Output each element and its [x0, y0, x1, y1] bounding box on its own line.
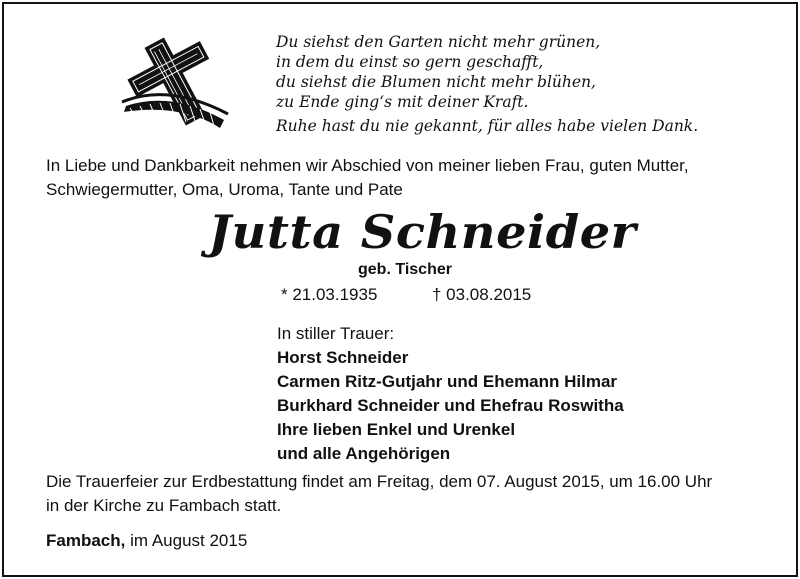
mourners-heading: In stiller Trauer: [277, 324, 395, 343]
mourner-name: Burkhard Schneider und Ehefrau Roswitha [277, 396, 624, 415]
cross-with-palm-icon [116, 32, 234, 134]
poem-line: Du siehst den Garten nicht mehr grünen, [276, 33, 601, 51]
intro-line: Schwiegermutter, Oma, Uroma, Tante und Pate [46, 180, 403, 199]
death-date: † 03.08.2015 [432, 285, 532, 304]
signature-place: Fambach, [46, 531, 126, 550]
poem-line: zu Ende ging‘s mit deiner Kraft. [276, 93, 529, 111]
mourner-name: Horst Schneider [277, 348, 409, 367]
poem-closing: Ruhe hast du nie gekannt, für alles habe vielen Dank. [276, 117, 699, 135]
mourner-name: Ihre lieben Enkel und Urenkel [277, 420, 516, 439]
signature-date: im August 2015 [130, 531, 248, 550]
birth-date: * 21.03.1935 [281, 285, 378, 304]
poem-line: du siehst die Blumen nicht mehr blühen, [276, 73, 596, 91]
obituary-notice [2, 2, 798, 577]
mourner-name: Carmen Ritz-Gutjahr und Ehemann Hilmar [277, 372, 618, 391]
service-line: in der Kirche zu Fambach statt. [46, 496, 282, 515]
signature [46, 531, 247, 551]
service-info [46, 470, 776, 518]
poem-line: in dem du einst so gern geschafft, [276, 53, 544, 71]
deceased-name: Jutta Schneider [208, 205, 637, 259]
mourner-name: und alle Angehörigen [277, 444, 451, 463]
maiden-name: geb. Tischer [358, 261, 452, 278]
service-line: Die Trauerfeier zur Erdbestattung findet am Freitag, dem 07. August 2015, um 16.00 Uhr [46, 472, 713, 491]
intro-text [46, 154, 766, 202]
intro-line: In Liebe und Dankbarkeit nehmen wir Abschied von meiner lieben Frau, guten Mutter, [46, 156, 689, 175]
poem [276, 32, 756, 136]
mourners-block [277, 322, 747, 466]
